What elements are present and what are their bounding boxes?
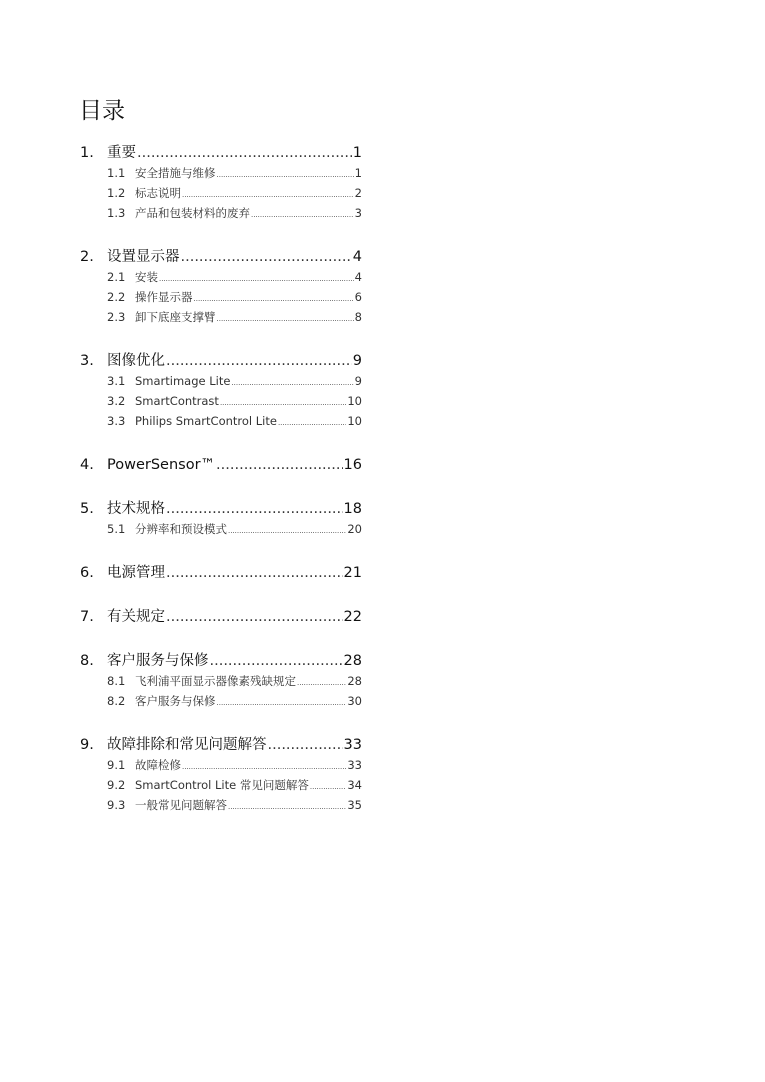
toc-subentry-page: 28	[347, 674, 362, 688]
toc-subentry-page: 10	[347, 394, 362, 408]
toc-entry-page: 33	[343, 737, 362, 753]
toc-subentry-page: 33	[347, 758, 362, 772]
toc-subentry-page: 6	[354, 290, 362, 304]
toc-subentry-title: 操作显示器	[135, 290, 193, 304]
toc-subentry-title: 一般常见问题解答	[135, 798, 227, 812]
dot-leader	[228, 522, 346, 540]
toc-subentry[interactable]	[80, 184, 362, 204]
toc-subentry-number: 1.2	[107, 186, 126, 200]
toc-entry-number: 9.	[80, 737, 94, 753]
toc-subentry-title: 产品和包装材料的废弃	[135, 206, 250, 220]
toc-entry-title: PowerSensor™	[107, 457, 216, 473]
toc-subentry[interactable]	[80, 796, 362, 816]
toc-entry-title: 客户服务与保修	[107, 653, 209, 669]
toc-subentry[interactable]	[80, 692, 362, 712]
toc-entry-page: 18	[343, 501, 362, 517]
toc-entry[interactable]	[80, 350, 362, 372]
toc-entry-number: 6.	[80, 565, 94, 581]
toc-subentry-page: 3	[354, 206, 362, 220]
toc-subentry-title: 分辨率和预设模式	[135, 522, 227, 536]
toc-subentry[interactable]	[80, 776, 362, 796]
toc-entry-number: 5.	[80, 501, 94, 517]
toc-subentry-number: 8.2	[107, 694, 126, 708]
toc-section-6	[80, 562, 362, 584]
toc-entry-number: 2.	[80, 249, 94, 265]
dot-leader	[137, 142, 352, 164]
dot-leader	[194, 290, 354, 308]
toc-entry-number: 7.	[80, 609, 94, 625]
dot-leader	[217, 310, 354, 328]
toc-section-8	[80, 650, 362, 712]
dot-leader	[231, 374, 353, 392]
toc-subentry-number: 1.3	[107, 206, 126, 220]
toc-entry-title: 设置显示器	[107, 249, 180, 265]
toc-entry-number: 4.	[80, 457, 94, 473]
toc-section-3	[80, 350, 362, 432]
toc-entry-title: 技术规格	[107, 501, 165, 517]
toc-subentry[interactable]	[80, 672, 362, 692]
dot-leader	[220, 394, 346, 412]
toc-subentry-number: 3.3	[107, 414, 126, 428]
toc-subentry-title: Smartimage Lite	[135, 374, 231, 388]
toc-entry-title: 有关规定	[107, 609, 165, 625]
toc-subentry-number: 3.1	[107, 374, 126, 388]
toc-entry[interactable]	[80, 562, 362, 584]
dot-leader	[159, 270, 354, 288]
toc-subentry-number: 3.2	[107, 394, 126, 408]
toc-subentry-number: 5.1	[107, 522, 126, 536]
dot-leader	[210, 650, 343, 672]
toc-entry-title: 图像优化	[107, 353, 165, 369]
toc-subentry[interactable]	[80, 204, 362, 224]
dot-leader	[251, 206, 354, 224]
dot-leader	[166, 562, 343, 584]
toc-subentry[interactable]	[80, 756, 362, 776]
toc-entry-title: 电源管理	[107, 565, 165, 581]
toc-entry[interactable]	[80, 246, 362, 268]
toc-subentry-page: 34	[347, 778, 362, 792]
toc-subentry[interactable]	[80, 412, 362, 432]
toc-subentry-number: 9.2	[107, 778, 126, 792]
toc-subentry[interactable]	[80, 164, 362, 184]
toc-section-1	[80, 142, 362, 224]
toc-entry[interactable]	[80, 454, 362, 476]
dot-leader	[182, 186, 354, 204]
toc-entry-page: 28	[343, 653, 362, 669]
toc-entry-page: 16	[343, 457, 362, 473]
toc-subentry[interactable]	[80, 392, 362, 412]
dot-leader	[278, 414, 346, 432]
toc-entry-page: 9	[352, 353, 362, 369]
toc-subentry-page: 2	[354, 186, 362, 200]
toc-subentry-title: 卸下底座支撑臂	[135, 310, 216, 324]
toc-entry[interactable]	[80, 498, 362, 520]
page-title: 目录	[79, 98, 125, 124]
dot-leader	[217, 694, 347, 712]
toc-subentry-number: 9.3	[107, 798, 126, 812]
dot-leader	[297, 674, 346, 692]
dot-leader	[228, 798, 346, 816]
toc-subentry-title: 安装	[135, 270, 158, 284]
toc-subentry[interactable]	[80, 288, 362, 308]
toc-entry[interactable]	[80, 142, 362, 164]
dot-leader	[166, 498, 343, 520]
toc-subentry[interactable]	[80, 268, 362, 288]
toc-subentry-number: 2.2	[107, 290, 126, 304]
toc-subentry-page: 4	[354, 270, 362, 284]
toc-entry-title: 故障排除和常见问题解答	[107, 737, 267, 753]
toc-subentry-title: 客户服务与保修	[135, 694, 216, 708]
toc-entry[interactable]	[80, 734, 362, 756]
toc-entry-number: 3.	[80, 353, 94, 369]
toc-subentry-number: 2.3	[107, 310, 126, 324]
toc-subentry-title: 故障检修	[135, 758, 181, 772]
toc-section-7	[80, 606, 362, 628]
toc-subentry-title: SmartContrast	[135, 394, 219, 408]
toc-subentry-title: 标志说明	[135, 186, 181, 200]
toc-section-2	[80, 246, 362, 328]
toc-section-4	[80, 454, 362, 476]
toc-subentry[interactable]	[80, 520, 362, 540]
toc-section-5	[80, 498, 362, 540]
toc-subentry-page: 8	[354, 310, 362, 324]
toc-entry-page: 21	[343, 565, 362, 581]
toc-subentry-title: 飞利浦平面显示器像素残缺规定	[135, 674, 296, 688]
toc-subentry-number: 8.1	[107, 674, 126, 688]
toc-entry-title: 重要	[107, 145, 136, 161]
dot-leader	[310, 778, 347, 796]
toc-subentry-title: Philips SmartControl Lite	[135, 414, 277, 428]
dot-leader	[166, 350, 352, 372]
toc-section-9	[80, 734, 362, 816]
toc-subentry[interactable]	[80, 372, 362, 392]
dot-leader	[217, 166, 354, 184]
toc-subentry-page: 10	[347, 414, 362, 428]
toc-subentry-title: SmartControl Lite 常见问题解答	[135, 778, 309, 792]
toc-subentry-page: 9	[354, 374, 362, 388]
toc-entry-number: 1.	[80, 145, 94, 161]
toc-entry-page: 4	[352, 249, 362, 265]
toc-subentry-number: 2.1	[107, 270, 126, 284]
dot-leader	[182, 758, 346, 776]
toc-entry-number: 8.	[80, 653, 94, 669]
toc-subentry-page: 20	[347, 522, 362, 536]
toc-entry[interactable]	[80, 650, 362, 672]
dot-leader	[181, 246, 352, 268]
dot-leader	[268, 734, 343, 756]
toc-entry[interactable]	[80, 606, 362, 628]
toc-subentry-number: 9.1	[107, 758, 126, 772]
toc-subentry-title: 安全措施与维修	[135, 166, 216, 180]
table-of-contents	[80, 142, 362, 838]
dot-leader	[166, 606, 343, 628]
toc-subentry[interactable]	[80, 308, 362, 328]
toc-subentry-number: 1.1	[107, 166, 126, 180]
toc-subentry-page: 1	[354, 166, 362, 180]
toc-subentry-page: 30	[347, 694, 362, 708]
toc-entry-page: 22	[343, 609, 362, 625]
toc-subentry-page: 35	[347, 798, 362, 812]
toc-entry-page: 1	[352, 145, 362, 161]
dot-leader	[216, 454, 343, 476]
